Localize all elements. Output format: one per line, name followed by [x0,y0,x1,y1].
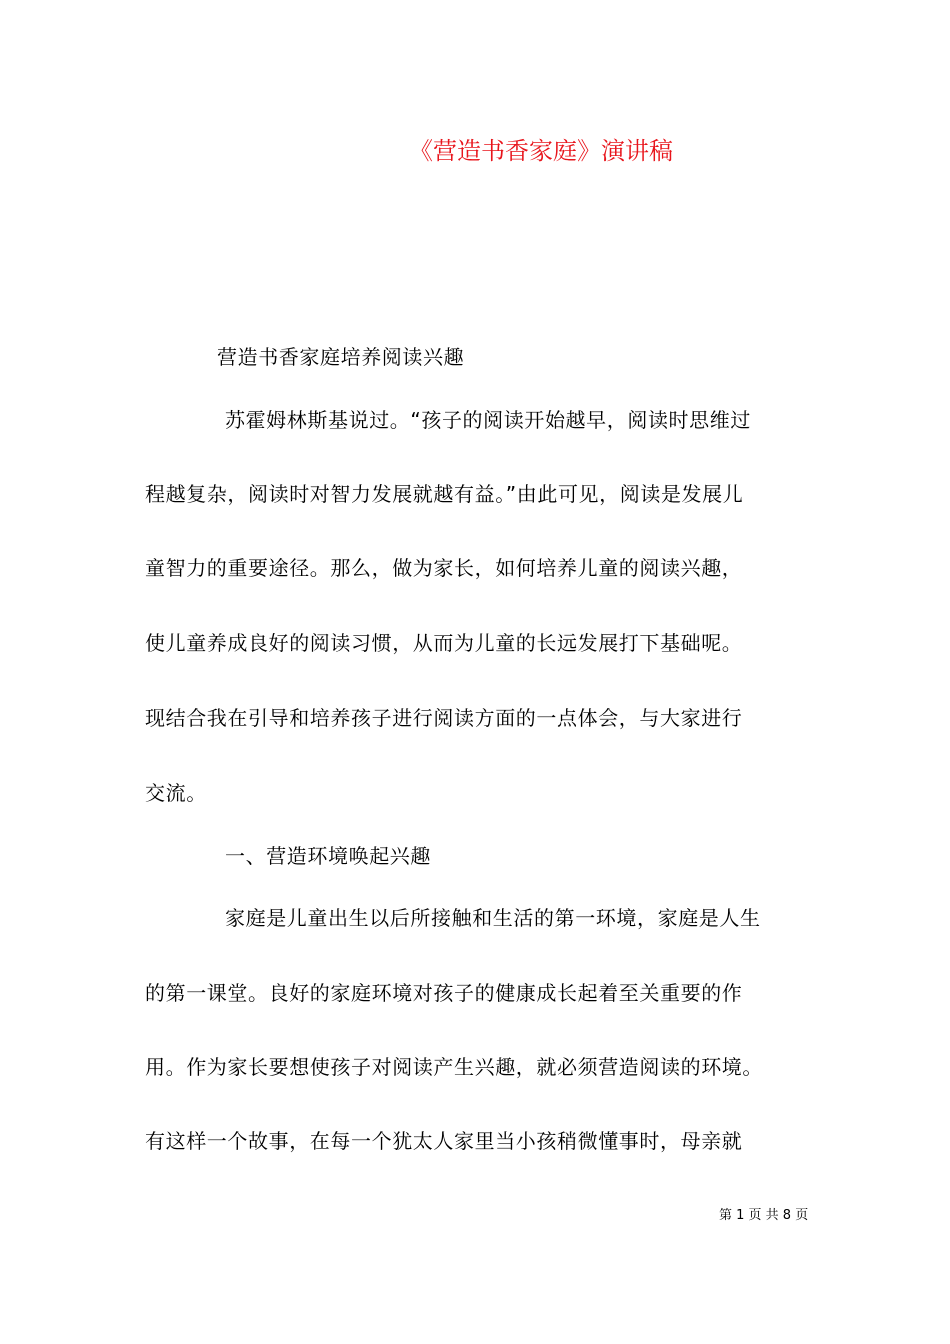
paragraph1-line-5: 现结合我在引导和培养孩子进行阅读方面的一点体会，与大家进行 [145,706,743,730]
page-footer: 第 1 页 共 8 页 [719,1208,809,1223]
paragraph2-line-2: 的第一课堂。良好的家庭环境对孩子的健康成长起着至关重要的作 [145,981,743,1005]
paragraph1-line-6: 交流。 [145,781,207,805]
paragraph1-line-4: 使儿童养成良好的阅读习惯，从而为儿童的长远发展打下基础呢。 [145,631,743,655]
document-title: 《营造书香家庭》演讲稿 [409,137,673,165]
section1-heading: 一、营造环境唤起兴趣 [225,844,431,868]
subtitle: 营造书香家庭培养阅读兴趣 [217,345,465,369]
paragraph1-line-2: 程越复杂，阅读时对智力发展就越有益。”由此可见，阅读是发展儿 [145,482,744,506]
paragraph2-line-3: 用。作为家长要想使孩子对阅读产生兴趣，就必须营造阅读的环境。 [145,1055,763,1079]
paragraph1-line-3: 童智力的重要途径。那么，做为家长，如何培养儿童的阅读兴趣， [145,556,743,580]
paragraph2-line-1: 家庭是儿童出生以后所接触和生活的第一环境，家庭是人生 [225,906,761,930]
paragraph2-line-4: 有这样一个故事，在每一个犹太人家里当小孩稍微懂事时，母亲就 [145,1129,743,1153]
paragraph1-line-1: 苏霍姆林斯基说过。“孩子的阅读开始越早，阅读时思维过 [225,408,751,432]
